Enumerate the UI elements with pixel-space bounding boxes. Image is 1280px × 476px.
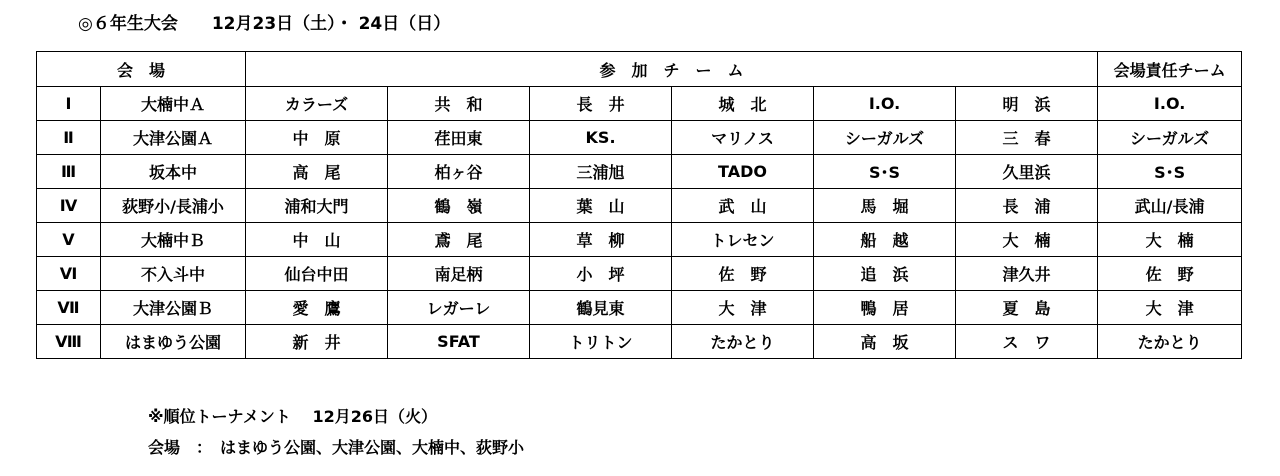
team-cell: I.O. bbox=[814, 87, 956, 121]
team-cell: 共 和 bbox=[388, 87, 530, 121]
team-cell: 長 浦 bbox=[956, 189, 1098, 223]
page-title: ◎６年生大会 12月23日（土）・ 24日（日） bbox=[78, 14, 451, 34]
responsible-cell: I.O. bbox=[1098, 87, 1242, 121]
team-cell: レガーレ bbox=[388, 291, 530, 325]
team-cell: 高 尾 bbox=[246, 155, 388, 189]
group-id: Ⅶ bbox=[37, 291, 101, 325]
responsible-cell: 佐 野 bbox=[1098, 257, 1242, 291]
table-row bbox=[37, 155, 1242, 189]
team-cell: ス ワ bbox=[956, 325, 1098, 359]
venue-cell: 坂本中 bbox=[101, 155, 246, 189]
team-cell: 荏田東 bbox=[388, 121, 530, 155]
team-cell: トレセン bbox=[672, 223, 814, 257]
team-cell: たかとり bbox=[672, 325, 814, 359]
team-cell: 仙台中田 bbox=[246, 257, 388, 291]
table-row bbox=[37, 121, 1242, 155]
group-id: Ⅱ bbox=[37, 121, 101, 155]
team-cell: 南足柄 bbox=[388, 257, 530, 291]
responsible-cell: 武山/長浦 bbox=[1098, 189, 1242, 223]
venue-cell: 大楠中Ａ bbox=[101, 87, 246, 121]
team-cell: 葉 山 bbox=[530, 189, 672, 223]
team-cell: トリトン bbox=[530, 325, 672, 359]
responsible-cell: S･S bbox=[1098, 155, 1242, 189]
team-cell: 鶴 嶺 bbox=[388, 189, 530, 223]
team-cell: 津久井 bbox=[956, 257, 1098, 291]
team-cell: 佐 野 bbox=[672, 257, 814, 291]
team-cell: 明 浜 bbox=[956, 87, 1098, 121]
team-cell: 愛 鷹 bbox=[246, 291, 388, 325]
tournament-note: ※順位トーナメント 12月26日（火） bbox=[148, 407, 438, 426]
team-cell: 浦和大門 bbox=[246, 189, 388, 223]
teams-header: 参 加 チ ー ム bbox=[246, 52, 1098, 87]
team-cell: 三 春 bbox=[956, 121, 1098, 155]
team-cell: 中 原 bbox=[246, 121, 388, 155]
team-cell: 武 山 bbox=[672, 189, 814, 223]
team-cell: 草 柳 bbox=[530, 223, 672, 257]
group-id: Ⅵ bbox=[37, 257, 101, 291]
team-cell: 鶴見東 bbox=[530, 291, 672, 325]
header-row bbox=[37, 52, 1242, 87]
group-id: Ⅷ bbox=[37, 325, 101, 359]
team-cell: 高 坂 bbox=[814, 325, 956, 359]
responsible-header: 会場責任チーム bbox=[1098, 52, 1242, 87]
venue-cell: 荻野小/長浦小 bbox=[101, 189, 246, 223]
team-cell: 馬 堀 bbox=[814, 189, 956, 223]
group-id: Ⅴ bbox=[37, 223, 101, 257]
team-cell: S･S bbox=[814, 155, 956, 189]
tournament-venues: 会場 ： はまゆう公園、大津公園、大楠中、荻野小 bbox=[148, 438, 525, 457]
team-cell: 中 山 bbox=[246, 223, 388, 257]
team-cell: 柏ヶ谷 bbox=[388, 155, 530, 189]
team-cell: カラーズ bbox=[246, 87, 388, 121]
venue-cell: はまゆう公園 bbox=[101, 325, 246, 359]
team-cell: TADO bbox=[672, 155, 814, 189]
team-cell: KS. bbox=[530, 121, 672, 155]
responsible-cell: 大 津 bbox=[1098, 291, 1242, 325]
team-cell: 久里浜 bbox=[956, 155, 1098, 189]
table-row bbox=[37, 325, 1242, 359]
venue-cell: 不入斗中 bbox=[101, 257, 246, 291]
venue-header: 会 場 bbox=[37, 52, 246, 87]
team-cell: 夏 島 bbox=[956, 291, 1098, 325]
table-row bbox=[37, 291, 1242, 325]
table-row bbox=[37, 189, 1242, 223]
team-cell: 鴨 居 bbox=[814, 291, 956, 325]
responsible-cell: シーガルズ bbox=[1098, 121, 1242, 155]
group-id: Ⅰ bbox=[37, 87, 101, 121]
responsible-cell: 大 楠 bbox=[1098, 223, 1242, 257]
table-row bbox=[37, 87, 1242, 121]
table-row bbox=[37, 257, 1242, 291]
team-cell: 城 北 bbox=[672, 87, 814, 121]
team-cell: SFAT bbox=[388, 325, 530, 359]
team-cell: 大 楠 bbox=[956, 223, 1098, 257]
team-cell: 三浦旭 bbox=[530, 155, 672, 189]
group-id: Ⅲ bbox=[37, 155, 101, 189]
team-cell: 小 坪 bbox=[530, 257, 672, 291]
team-cell: シーガルズ bbox=[814, 121, 956, 155]
team-cell: 船 越 bbox=[814, 223, 956, 257]
team-cell: 長 井 bbox=[530, 87, 672, 121]
responsible-cell: たかとり bbox=[1098, 325, 1242, 359]
schedule-table bbox=[36, 51, 1242, 359]
table-row bbox=[37, 223, 1242, 257]
team-cell: 新 井 bbox=[246, 325, 388, 359]
team-cell: 大 津 bbox=[672, 291, 814, 325]
team-cell: マリノス bbox=[672, 121, 814, 155]
venue-cell: 大津公園Ｂ bbox=[101, 291, 246, 325]
group-id: Ⅳ bbox=[37, 189, 101, 223]
venue-cell: 大楠中Ｂ bbox=[101, 223, 246, 257]
team-cell: 鳶 尾 bbox=[388, 223, 530, 257]
venue-cell: 大津公園Ａ bbox=[101, 121, 246, 155]
team-cell: 追 浜 bbox=[814, 257, 956, 291]
